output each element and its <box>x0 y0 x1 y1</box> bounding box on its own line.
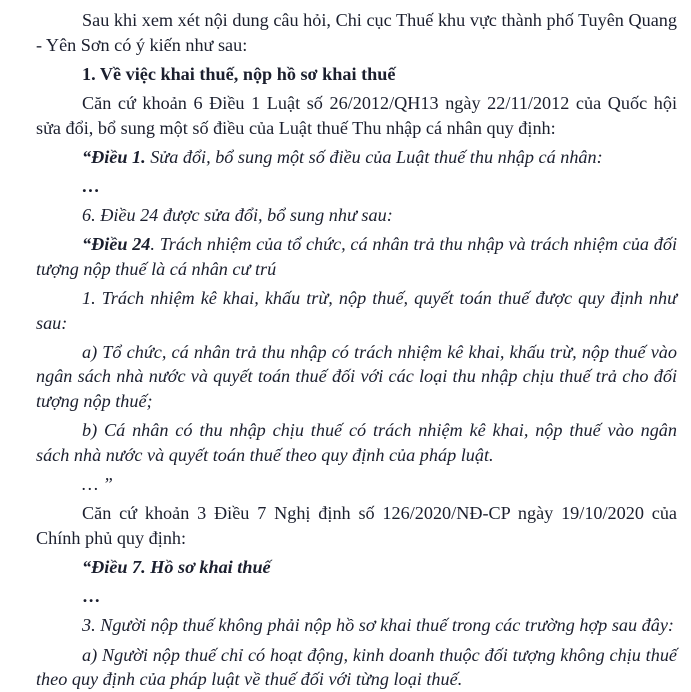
article24-lead: “Điều 24 <box>82 234 151 255</box>
article7-heading: “Điều 7. Hồ sơ khai thuế <box>82 557 271 577</box>
clause6-paragraph: 6. Điều 24 được sửa đổi, bổ sung như sau: <box>82 205 393 226</box>
article1-rest: Sửa đổi, bổ sung một số điều của Luật thuế thu nhập cá nhân: <box>145 146 603 167</box>
item3-paragraph: 3. Người nộp thuế không phải nộp hồ sơ khai thuế trong các trường hợp sau đây: <box>82 615 674 636</box>
law-basis-paragraph: Căn cứ khoản 6 Điều 1 Luật số 26/2012/QH13 ngày 22/11/2012 của Quốc hội sửa đổi, bổ sung một số điều của Luật thuế Thu nhập cá nhân quy định: <box>36 92 677 138</box>
article24-quote <box>36 232 677 281</box>
section-heading: 1. Về việc khai thuế, nộp hồ sơ khai thuế <box>82 63 396 84</box>
item3a-paragraph: a) Người nộp thuế chỉ có hoạt động, kinh doanh thuộc đối tượng không chịu thuế theo quy định của pháp luật về thuế đối với từng loại thuế. <box>36 644 677 690</box>
ellipsis-2: … ” <box>82 474 113 495</box>
item1a-paragraph: a) Tổ chức, cá nhân trả thu nhập có trách nhiệm kê khai, khấu trừ, nộp thuế vào ngân sách nhà nước và quyết toán thuế đối với các loại thu nhập chịu thuế trả cho đối tượng nộp thuế; <box>36 341 677 412</box>
article24-rest: . Trách nhiệm của tổ chức, cá nhân trả thu nhập và trách nhiệm của đối tượng nộp thuế là cá nhân cư trú <box>36 234 677 279</box>
decree-basis-paragraph: Căn cứ khoản 3 Điều 7 Nghị định số 126/2020/NĐ-CP ngày 19/10/2020 của Chính phủ quy định: <box>36 503 677 548</box>
ellipsis-3: … <box>82 586 101 607</box>
ellipsis-1: … <box>82 175 101 196</box>
item1-paragraph: 1. Trách nhiệm kê khai, khấu trừ, nộp thuế, quyết toán thuế được quy định như sau: <box>36 288 677 333</box>
item1b-paragraph: b) Cá nhân có thu nhập chịu thuế có trách nhiệm kê khai, nộp thuế vào ngân sách nhà nước và quyết toán thuế theo quy định của pháp luật. <box>36 420 677 465</box>
article1-lead: “Điều 1. <box>82 146 146 167</box>
intro-paragraph: Sau khi xem xét nội dung câu hỏi, Chi cục Thuế khu vực thành phố Tuyên Quang - Yên Sơn có ý kiến như sau: <box>36 10 677 55</box>
article1-quote <box>36 145 677 170</box>
